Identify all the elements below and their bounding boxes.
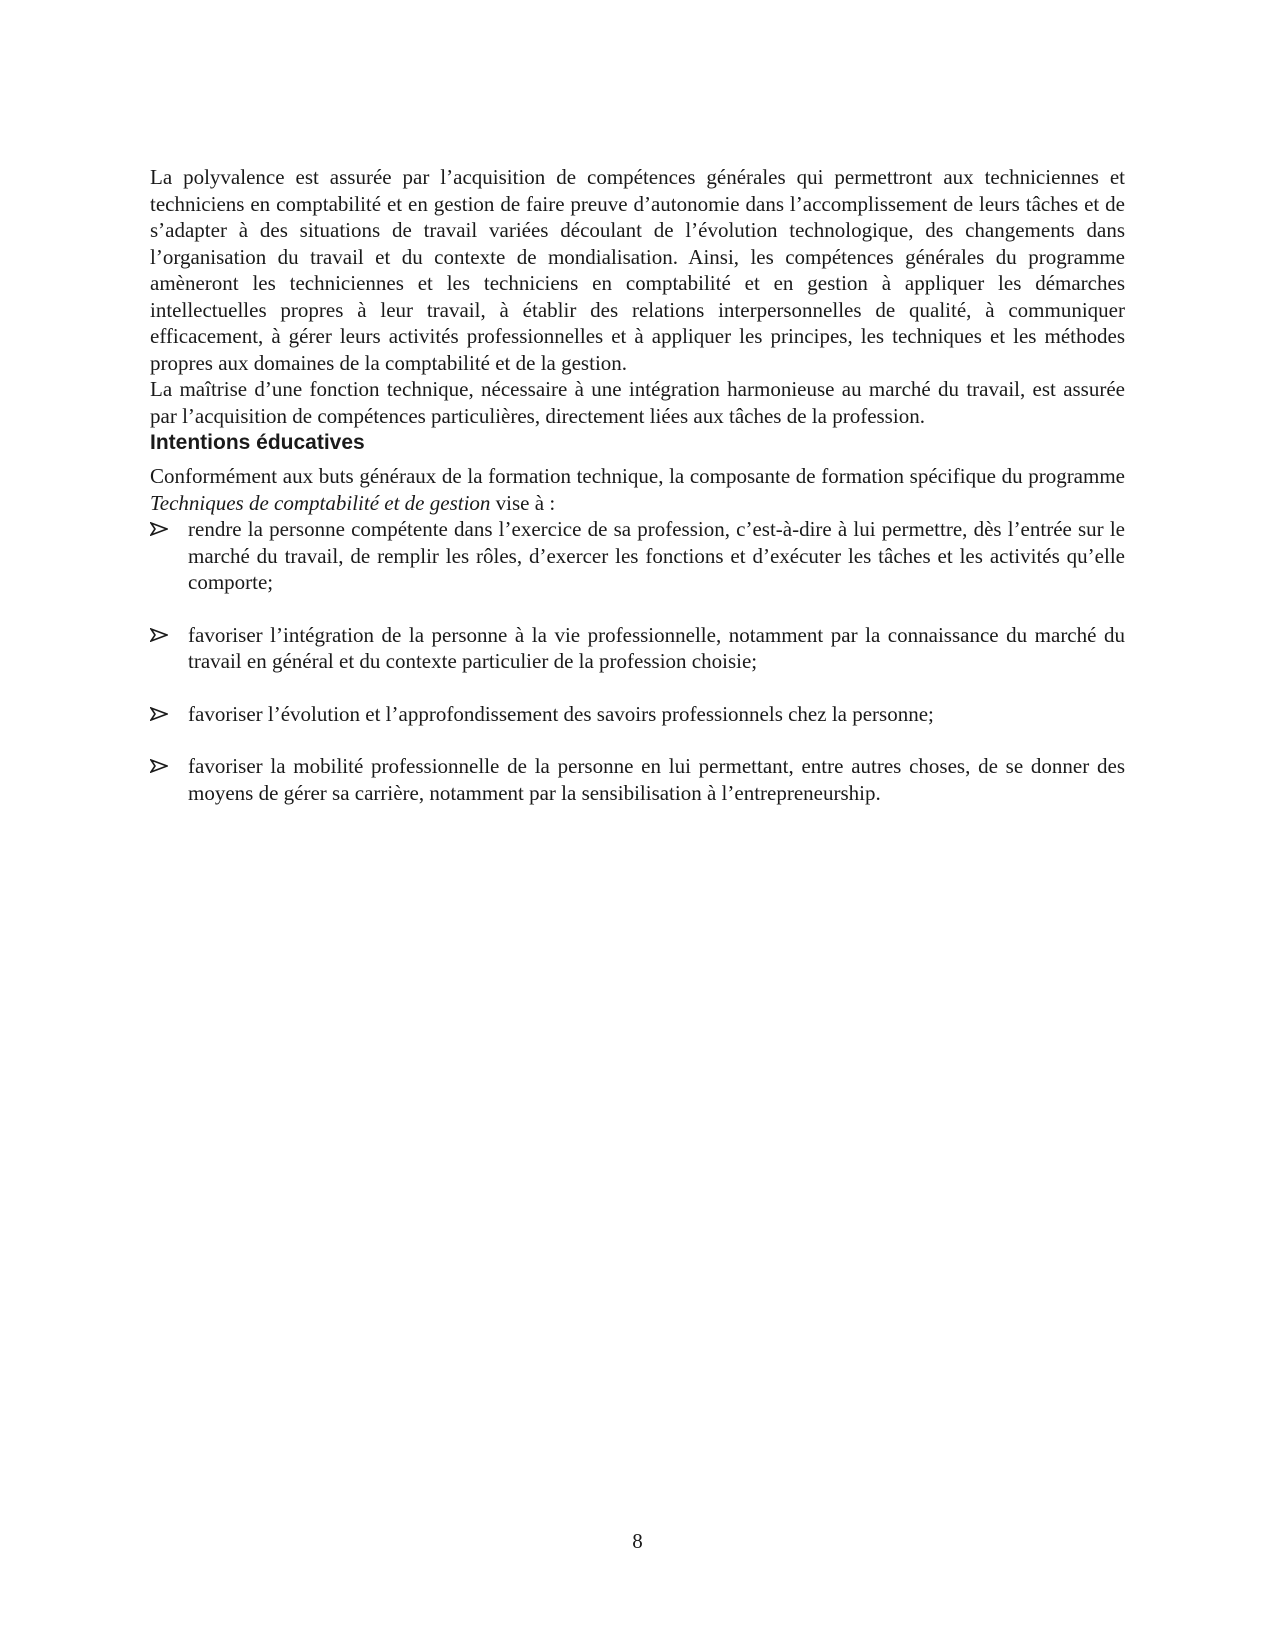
arrowhead-bullet-icon	[150, 759, 168, 773]
list-item	[150, 516, 1125, 596]
polyvalence-paragraph: La polyvalence est assurée par l’acquisition de compétences générales qui permettront aux techniciennes et techniciens en comptabilité et en gestion de faire preuve d’autonomie dans l’accomplissement de leurs tâches et de s’adapter à des situations de travail variées découlant de l’évolution technologique, des changements dans l’organisation du travail et du contexte de mondialisation. Ainsi, les compétences générales du programme amèneront les techniciennes et les techniciens en comptabilité et en gestion à appliquer les démarches intellectuelles propres à leur travail, à établir des relations interpersonnelles de qualité, à communiquer efficacement, à gérer leurs activités professionnelles et à appliquer les principes, les techniques et les méthodes propres aux domaines de la comptabilité et de la gestion.	[150, 165, 1125, 375]
list-item	[150, 753, 1125, 806]
document-page	[150, 164, 1125, 832]
page-number: 8	[632, 1529, 643, 1553]
arrowhead-bullet-icon	[150, 628, 168, 642]
list-item-text: rendre la personne compétente dans l’exercice de sa profession, c’est-à-dire à lui permettre, dès l’entrée sur le marché du travail, de remplir les rôles, d’exercer les fonctions et d’exécuter les tâches et les activités qu’elle comporte;	[188, 517, 1125, 594]
maitrise-paragraph: La maîtrise d’une fonction technique, nécessaire à une intégration harmonieuse au marché du travail, est assurée par l’acquisition de compétences particulières, directement liées aux tâches de la profession.	[150, 377, 1125, 428]
intro-text-after: vise à :	[490, 490, 556, 515]
list-item-text: favoriser la mobilité professionnelle de la personne en lui permettant, entre autres choses, de se donner des moyens de gérer sa carrière, notamment par la sensibilisation à l’entrepreneurship.	[188, 754, 1125, 805]
list-item-text: favoriser l’intégration de la personne à la vie professionnelle, notamment par la connaissance du marché du travail en général et du contexte particulier de la profession choisie;	[188, 622, 1125, 673]
intentions-intro-paragraph	[150, 463, 1125, 516]
list-item	[150, 701, 1125, 728]
list-item	[150, 622, 1125, 675]
intentions-list	[150, 516, 1125, 806]
program-name: Techniques de comptabilité et de gestion	[150, 490, 491, 515]
arrowhead-bullet-icon	[150, 707, 168, 721]
arrowhead-bullet-icon	[150, 522, 168, 536]
section-heading-intentions: Intentions éducatives	[150, 431, 365, 454]
list-item-text: favoriser l’évolution et l’approfondissement des savoirs professionnels chez la personne;	[188, 701, 934, 726]
intro-text-before: Conformément aux buts généraux de la formation technique, la composante de formation spécifique du programme	[150, 464, 1125, 488]
